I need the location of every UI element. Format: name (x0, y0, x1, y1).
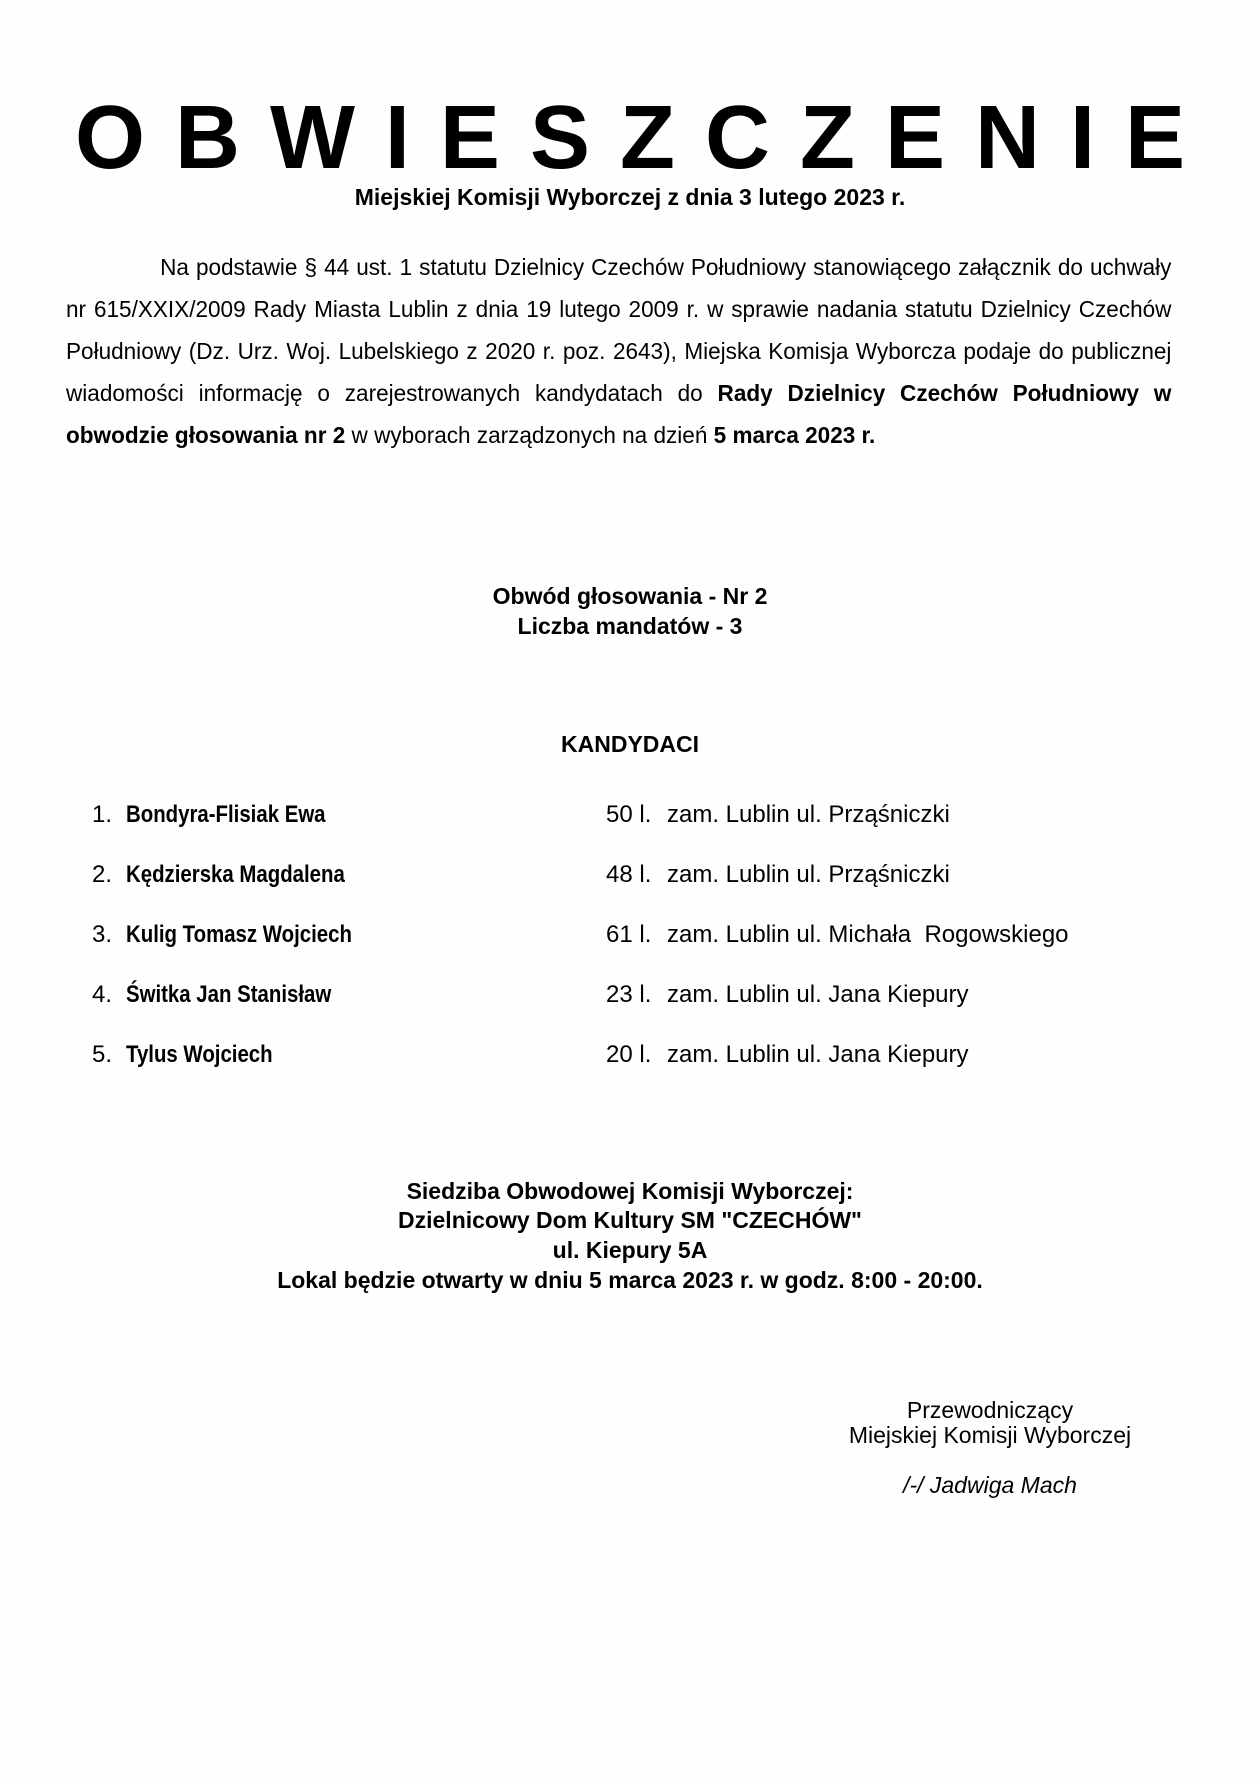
seat-hours: Lokal będzie otwarty w dniu 5 marca 2023 r. w godz. 8:00 - 20:00. (277, 1267, 983, 1293)
candidate-address: zam. Lublin ul. Prząśniczki (667, 801, 950, 828)
candidate-number: 2. (92, 861, 113, 888)
candidate-row (0, 1035, 1260, 1075)
candidates-heading: KANDYDACI (561, 731, 699, 757)
candidate-age: 50 l. (606, 801, 652, 828)
candidate-name: Świtka Jan Stanisław (126, 981, 332, 1008)
candidate-number: 3. (92, 921, 113, 948)
candidate-age: 61 l. (606, 921, 652, 948)
candidate-name: Bondyra-Flisiak Ewa (126, 801, 326, 828)
document-subtitle: Miejskiej Komisji Wyborczej z dnia 3 lutego 2023 r. (354, 184, 906, 210)
candidate-row (0, 855, 1260, 895)
seat-venue: Dzielnicowy Dom Kultury SM "CZECHÓW" (398, 1207, 862, 1233)
candidate-name: Tylus Wojciech (126, 1041, 273, 1068)
candidate-address: zam. Lublin ul. Michała Rogowskiego (667, 921, 1069, 948)
document-title: OBWIESZCZENIE (74, 88, 1215, 188)
candidate-age: 20 l. (606, 1041, 652, 1068)
candidate-address: zam. Lublin ul. Jana Kiepury (667, 1041, 969, 1068)
candidate-name: Kędzierska Magdalena (126, 861, 345, 888)
candidate-address: zam. Lublin ul. Jana Kiepury (667, 981, 969, 1008)
intro-text-2: w wyborach zarządzonych na dzień (345, 422, 714, 448)
intro-paragraph (66, 246, 1171, 456)
intro-bold-council: Rady Dzielnicy Czechów Południowy w obwodzie głosowania nr 2 (66, 380, 1172, 448)
signature-role-2: Miejskiej Komisji Wyborczej (848, 1422, 1132, 1448)
candidate-address: zam. Lublin ul. Prząśniczki (667, 861, 950, 888)
candidate-age: 23 l. (606, 981, 652, 1008)
seat-street: ul. Kiepury 5A (552, 1237, 708, 1263)
candidate-name: Kulig Tomasz Wojciech (126, 921, 352, 948)
intro-text-1: Na podstawie § 44 ust. 1 statutu Dzielnicy Czechów Południowy stanowiącego załącznik do uchwały nr 615/XXIX/2009 Rady Miasta Lublin z dnia 19 lutego 2009 r. w sprawie nadania statutu Dzielnicy Czechów Południowy (Dz. Urz. Woj. Lubelskiego z 2020 r. poz. 2643), Miejska Komisja Wyborcza podaje do publicznej wiadomości informację o zarejestrowanych kandydatach do (66, 254, 1172, 406)
candidate-row (0, 915, 1260, 955)
seat-heading: Siedziba Obwodowej Komisji Wyborczej: (406, 1178, 854, 1204)
signature-name: /-/ Jadwiga Mach (903, 1472, 1077, 1498)
candidate-number: 4. (92, 981, 113, 1008)
candidate-number: 5. (92, 1041, 113, 1068)
mandates-count: Liczba mandatów - 3 (517, 613, 743, 639)
candidate-row (0, 795, 1260, 835)
candidate-age: 48 l. (606, 861, 652, 888)
district-number: Obwód głosowania - Nr 2 (492, 583, 768, 609)
candidate-row (0, 975, 1260, 1015)
candidate-number: 1. (92, 801, 113, 828)
intro-bold-date: 5 marca 2023 r. (713, 422, 876, 448)
signature-role-1: Przewodniczący (906, 1397, 1074, 1423)
